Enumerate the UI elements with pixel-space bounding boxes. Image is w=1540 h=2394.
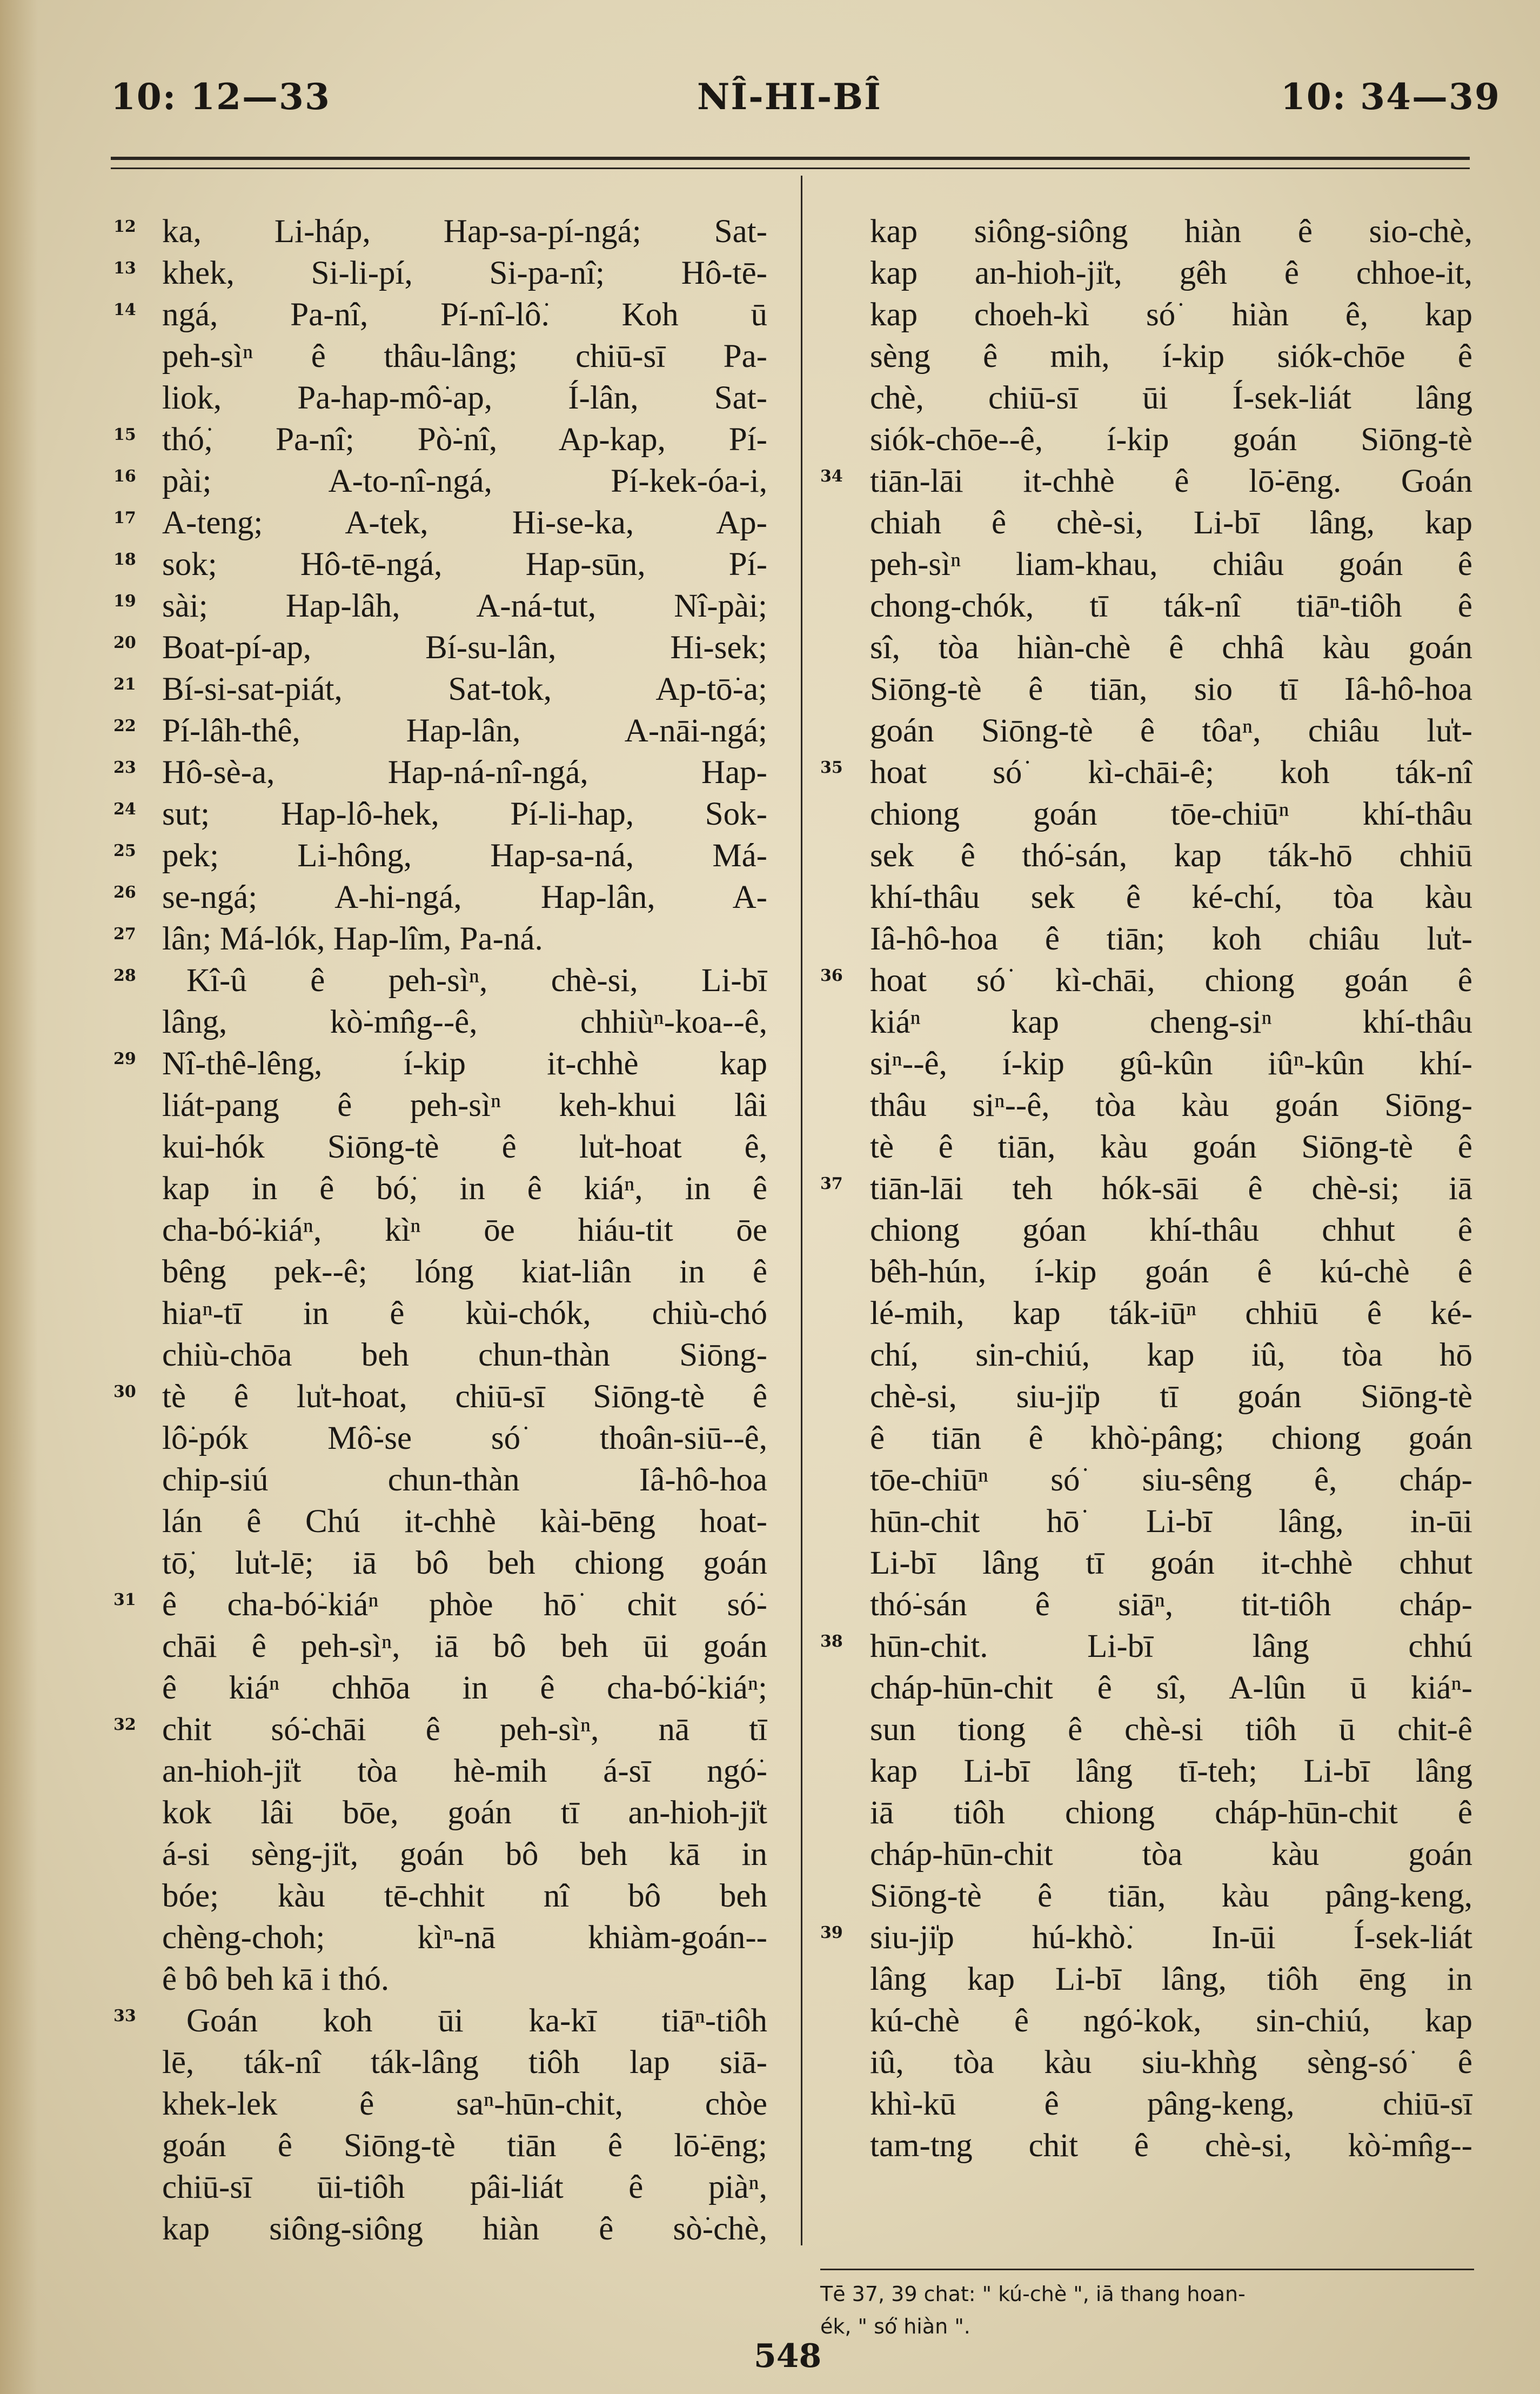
text-line: chiū-sī ūi-tiôh pâi-liát ê piàⁿ, xyxy=(162,2169,767,2205)
text-line: tam-tng chit ê chè-si, kò͘-mn̂g-- xyxy=(870,2128,1472,2164)
text-line: A-teng; A-tek, Hi-se-ka, Ap- xyxy=(162,505,767,541)
verse-number: 32 xyxy=(113,1715,136,1734)
verse-number: 13 xyxy=(113,259,136,278)
header-verse-range-left: 10: 12—33 xyxy=(111,76,331,118)
text-line: kok lâi bōe, goán tī an-hioh-ji̍t xyxy=(162,1795,767,1831)
verse-number: 19 xyxy=(113,592,136,611)
text-line: kap choeh-kì só͘ hiàn ê, kap xyxy=(870,297,1472,333)
text-line: chit só͘-chāi ê peh-sìⁿ, nā tī xyxy=(162,1711,767,1748)
verse-number: 33 xyxy=(113,2007,136,2025)
text-line: lán ê Chú it-chhè kài-bēng hoat- xyxy=(162,1503,767,1540)
text-line: á-si sèng-ji̍t, goán bô beh kā in xyxy=(162,1836,767,1873)
text-line: liok, Pa-hap-mô͘-ap, Í-lân, Sat- xyxy=(162,380,767,416)
footnote-line: Tē 37, 39 chat: " kú-chè ", iā thang hoan- xyxy=(820,2282,1246,2306)
text-line: chiah ê chè-si, Li-bī lâng, kap xyxy=(870,505,1472,541)
text-line: hoat só͘ kì-chāi, chiong goán ê xyxy=(870,962,1472,999)
text-line: Boat-pí-ap, Bí-su-lân, Hi-sek; xyxy=(162,630,767,666)
text-line: chè-si, siu-ji̍p tī goán Siōng-tè xyxy=(870,1379,1472,1415)
text-line: chèng-choh; kìⁿ-nā khiàm-goán-- xyxy=(162,1920,767,1956)
text-line: chāi ê peh-sìⁿ, iā bô beh ūi goán xyxy=(162,1628,767,1664)
text-line: kap siông-siông hiàn ê sio-chè, xyxy=(870,213,1472,250)
text-line: lân; Má-lók, Hap-lîm, Pa-ná. xyxy=(162,921,543,957)
text-line: bêh-hún, í-kip goán ê kú-chè ê xyxy=(870,1254,1472,1290)
text-line: sài; Hap-lâh, A-ná-tut, Nî-pài; xyxy=(162,588,767,624)
text-line: tè ê lu̍t-hoat, chiū-sī Siōng-tè ê xyxy=(162,1379,767,1415)
text-line: siⁿ--ê, í-kip gû-kûn iûⁿ-kûn khí- xyxy=(870,1046,1472,1082)
text-line: lē, ták-nî ták-lâng tiôh lap siā- xyxy=(162,2044,767,2081)
text-line: hūn-chit hō͘ Li-bī lâng, in-ūi xyxy=(870,1503,1472,1540)
verse-number: 16 xyxy=(113,467,136,486)
text-line: pài; A-to-nî-ngá, Pí-kek-óa-i, xyxy=(162,463,767,499)
text-line: siók-chōe--ê, í-kip goán Siōng-tè xyxy=(870,422,1472,458)
text-line: chí, sin-chiú, kap iû, tòa hō͘ xyxy=(870,1337,1472,1373)
text-line: khek-lek ê saⁿ-hūn-chit, chòe xyxy=(162,2086,767,2122)
verse-number: 31 xyxy=(113,1590,136,1609)
text-line: se-ngá; A-hi-ngá, Hap-lân, A- xyxy=(162,879,767,915)
text-line: khí-thâu sek ê ké-chí, tòa kàu xyxy=(870,879,1472,915)
text-line: tiān-lāi it-chhè ê lō͘-ēng. Goán xyxy=(870,463,1472,499)
text-line: ê bô beh kā i thó. xyxy=(162,1961,390,1997)
text-line: Pí-lâh-thê, Hap-lân, A-nāi-ngá; xyxy=(162,713,767,749)
text-line: tō͘, lu̍t-lē; iā bô beh chiong goán xyxy=(162,1545,767,1581)
text-line: Siōng-tè ê tiān, sio tī Iâ-hô-hoa xyxy=(870,671,1472,707)
text-line: chong-chók, tī ták-nî tiāⁿ-tiôh ê xyxy=(870,588,1472,624)
verse-number: 38 xyxy=(820,1632,843,1651)
text-line: kap Li-bī lâng tī-teh; Li-bī lâng xyxy=(870,1753,1472,1789)
verse-number: 36 xyxy=(820,966,843,985)
left-column xyxy=(162,211,767,2250)
verse-number: 39 xyxy=(820,1923,843,1942)
text-line: chiong goán tōe-chiūⁿ khí-thâu xyxy=(870,796,1472,832)
header-rule-thin xyxy=(111,168,1470,169)
footnote-rule xyxy=(820,2269,1474,2270)
verse-number: 29 xyxy=(113,1049,136,1068)
text-line: kiáⁿ kap cheng-siⁿ khí-thâu xyxy=(870,1004,1472,1040)
text-line: Hô-sè-a, Hap-ná-nî-ngá, Hap- xyxy=(162,754,767,791)
text-line: Iâ-hô-hoa ê tiān; koh chiâu lu̍t- xyxy=(870,921,1472,957)
verse-number: 24 xyxy=(113,800,136,819)
text-line: sok; Hô-tē-ngá, Hap-sūn, Pí- xyxy=(162,546,767,583)
header-rule-thick xyxy=(111,157,1470,160)
text-line: goán Siōng-tè ê tôaⁿ, chiâu lu̍t- xyxy=(870,713,1472,749)
footnote-line: ék, " só͘ hiàn ". xyxy=(820,2315,970,2338)
text-line: sèng ê mih, í-kip siók-chōe ê xyxy=(870,338,1472,375)
verse-number: 23 xyxy=(113,758,136,777)
text-line: sî, tòa hiàn-chè ê chhâ kàu goán xyxy=(870,630,1472,666)
verse-number: 26 xyxy=(113,883,136,902)
verse-number: 25 xyxy=(113,841,136,860)
text-line: khì-kū ê pâng-keng, chiū-sī xyxy=(870,2086,1472,2122)
text-line: ê cha-bó͘-kiáⁿ phòe hō͘ chit só͘- xyxy=(162,1587,767,1623)
text-line: tōe-chiūⁿ só͘ siu-sêng ê, cháp- xyxy=(870,1462,1472,1498)
text-line: hiaⁿ-tī in ê kùi-chók, chiù-chó͘ xyxy=(162,1295,767,1332)
page-number: 548 xyxy=(754,2337,822,2375)
verse-number: 22 xyxy=(113,717,136,735)
verse-number: 21 xyxy=(113,675,136,694)
text-line: ê kiáⁿ chhōa in ê cha-bó͘-kiáⁿ; xyxy=(162,1670,767,1706)
text-line: Siōng-tè ê tiān, kàu pâng-keng, xyxy=(870,1878,1472,1914)
text-line: kap siông-siông hiàn ê sò͘-chè, xyxy=(162,2211,767,2247)
text-line: hoat só͘ kì-chāi-ê; koh ták-nî xyxy=(870,754,1472,791)
text-line: Goán koh ūi ka-kī tiāⁿ-tiôh xyxy=(186,2003,767,2039)
text-line: chè, chiū-sī ūi Í-sek-liát lâng xyxy=(870,380,1472,416)
text-line: thó͘, Pa-nî; Pò͘-nî, Ap-kap, Pí- xyxy=(162,422,767,458)
text-line: hūn-chit. Li-bī lâng chhú xyxy=(870,1628,1472,1664)
column-divider xyxy=(801,176,802,2245)
text-line: cha-bó͘-kiáⁿ, kìⁿ ōe hiáu-tit ōe xyxy=(162,1212,767,1248)
verse-number: 17 xyxy=(113,509,136,527)
verse-number: 15 xyxy=(113,425,136,444)
text-line: peh-sìⁿ ê thâu-lâng; chiū-sī Pa- xyxy=(162,338,767,375)
text-line: Kî-û ê peh-sìⁿ, chè-si, Li-bī xyxy=(186,962,767,999)
verse-number: 35 xyxy=(820,758,843,777)
text-line: ê tiān ê khò͘-pâng; chiong goán xyxy=(870,1420,1472,1456)
text-line: lô͘-pók Mô͘-se só͘ thoân-siū--ê, xyxy=(162,1420,767,1456)
text-line: Li-bī lâng tī goán it-chhè chhut xyxy=(870,1545,1472,1581)
text-line: Bí-si-sat-piát, Sat-tok, Ap-tō͘-a; xyxy=(162,671,767,707)
text-line: bóe; kàu tē-chhit nî bô beh xyxy=(162,1878,767,1914)
verse-number: 14 xyxy=(113,300,136,319)
text-line: thâu siⁿ--ê, tòa kàu goán Siōng- xyxy=(870,1087,1472,1124)
verse-number: 30 xyxy=(113,1382,136,1401)
text-line: cháp-hūn-chit tòa kàu goán xyxy=(870,1836,1472,1873)
header-book-title: NÎ-HI-BÎ xyxy=(697,76,882,118)
header-verse-range-right: 10: 34—39 xyxy=(1281,76,1501,118)
verse-number: 34 xyxy=(820,467,843,486)
text-line: khek, Si-li-pí, Si-pa-nî; Hô-tē- xyxy=(162,255,767,291)
text-line: tiān-lāi teh hók-sāi ê chè-si; iā xyxy=(870,1171,1472,1207)
right-column xyxy=(870,211,1472,2166)
text-line: tè ê tiān, kàu goán Siōng-tè ê xyxy=(870,1129,1472,1165)
text-line: chip-siú chun-thàn Iâ-hô-hoa xyxy=(162,1462,767,1498)
text-line: pek; Li-hông, Hap-sa-ná, Má- xyxy=(162,838,767,874)
text-line: kap in ê bó͘, in ê kiáⁿ, in ê xyxy=(162,1171,767,1207)
text-line: kú-chè ê ngó͘-kok, sin-chiú, kap xyxy=(870,2003,1472,2039)
text-line: thó͘-sán ê siāⁿ, tit-tiôh cháp- xyxy=(870,1587,1472,1623)
verse-number: 27 xyxy=(113,925,136,944)
text-line: iā tiôh chiong cháp-hūn-chit ê xyxy=(870,1795,1472,1831)
footnote xyxy=(820,2278,1474,2343)
text-line: kui-hók Siōng-tè ê lu̍t-hoat ê, xyxy=(162,1129,767,1165)
text-line: chiù-chōa beh chun-thàn Siōng- xyxy=(162,1337,767,1373)
text-line: peh-sìⁿ liam-khau, chiâu goán ê xyxy=(870,546,1472,583)
text-line: sek ê thó͘-sán, kap ták-hō chhiū xyxy=(870,838,1472,874)
text-line: cháp-hūn-chit ê sî, A-lûn ū kiáⁿ- xyxy=(870,1670,1472,1706)
verse-number: 28 xyxy=(113,966,136,985)
text-line: lâng, kò͘-mn̂g--ê, chhiùⁿ-koa--ê, xyxy=(162,1004,767,1040)
text-line: an-hioh-ji̍t tòa hè-mih á-sī ngó͘- xyxy=(162,1753,767,1789)
text-line: lé-mih, kap ták-iūⁿ chhiū ê ké- xyxy=(870,1295,1472,1332)
text-line: iû, tòa kàu siu-khǹg sèng-só͘ ê xyxy=(870,2044,1472,2081)
text-line: ka, Li-háp, Hap-sa-pí-ngá; Sat- xyxy=(162,213,767,250)
text-line: liát-pang ê peh-sìⁿ keh-khui lâi xyxy=(162,1087,767,1124)
verse-number: 20 xyxy=(113,633,136,652)
text-line: kap an-hioh-ji̍t, gêh ê chhoe-it, xyxy=(870,255,1472,291)
verse-number: 37 xyxy=(820,1174,843,1193)
text-line: lâng kap Li-bī lâng, tiôh ēng in xyxy=(870,1961,1472,1997)
text-line: sut; Hap-lô-hek, Pí-li-hap, Sok- xyxy=(162,796,767,832)
text-line: goán ê Siōng-tè tiān ê lō͘-ēng; xyxy=(162,2128,767,2164)
text-line: Nî-thê-lêng, í-kip it-chhè kap xyxy=(162,1046,767,1082)
text-line: sun tiong ê chè-si tiôh ū chit-ê xyxy=(870,1711,1472,1748)
verse-number: 12 xyxy=(113,217,136,236)
verse-number: 18 xyxy=(113,550,136,569)
text-line: siu-ji̍p hú-khò͘. In-ūi Í-sek-liát xyxy=(870,1920,1472,1956)
text-line: bêng pek--ê; lóng kiat-liân in ê xyxy=(162,1254,767,1290)
text-line: ngá, Pa-nî, Pí-nî-lô͘. Koh ū xyxy=(162,297,767,333)
text-line: chiong góan khí-thâu chhut ê xyxy=(870,1212,1472,1248)
page-edge-shadow xyxy=(0,0,38,2394)
